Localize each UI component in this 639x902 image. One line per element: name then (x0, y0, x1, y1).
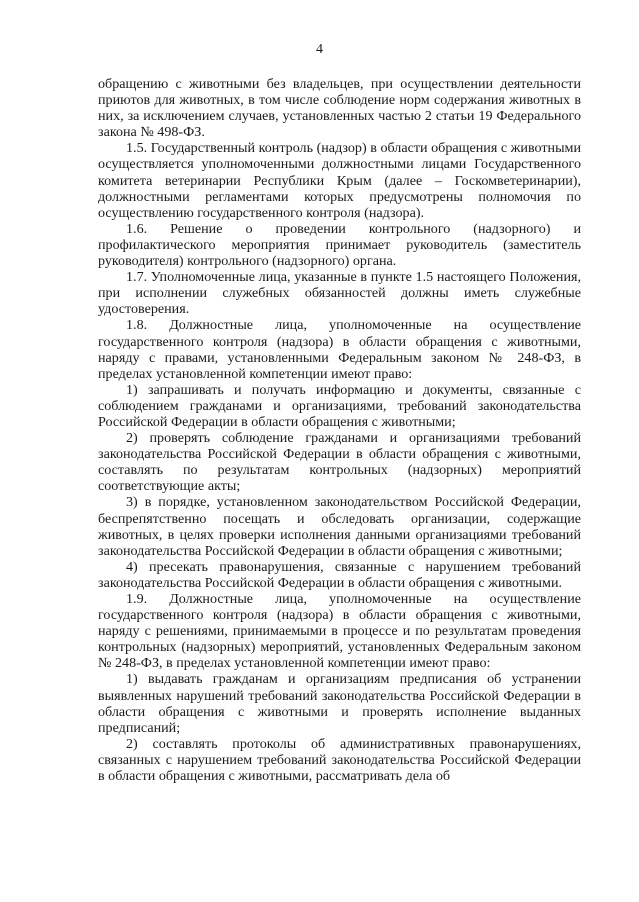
list-item-1-9-2: 2) составлять протоколы об административных правонарушениях, связанных с нарушением требований законодательства Российской Федерации в области обращения с животными, рассматривать дела об (98, 735, 581, 785)
paragraph-1-7: 1.7. Уполномоченные лица, указанные в пункте 1.5 настоящего Положения, при исполнении служебных обязанностей должны иметь служебные удостоверения. (98, 269, 581, 318)
paragraph-1-6: 1.6. Решение о проведении контрольного (надзорного) и профилактического мероприятия принимает руководитель (заместитель руководителя) контрольного (надзорного) органа. (98, 220, 581, 270)
list-item-1-8-4: 4) пресекать правонарушения, связанные с нарушением требований законодательства Российской Федерации в области обращения с животными. (98, 558, 581, 591)
paragraph-1-5: 1.5. Государственный контроль (надзор) в области обращения с животными осуществляется уполномоченными должностными лицами Государственного комитета ветеринарии Республики Крым (далее – Госкомветеринарии), должностными регламентами которых предусмотрены полномочия по осуществлению государственного контроля (надзора). (98, 140, 581, 221)
document-body (98, 76, 581, 784)
list-item-1-9-1: 1) выдавать гражданам и организациям предписания об устранении выявленных нарушений требований законодательства Российской Федерации в области обращения с животными и проверять исполнение выданных предписаний; (98, 671, 581, 736)
list-item-1-8-2: 2) проверять соблюдение гражданами и организациями требований законодательства Российской Федерации в области обращения с животными, составлять по результатам контрольных (надзорных) мероприятий соответствующие акты; (98, 430, 581, 495)
paragraph-1-8: 1.8. Должностные лица, уполномоченные на осуществление государственного контроля (надзора) в области обращения с животными, наряду с правами, установленными Федеральным законом № 248-ФЗ, в пределах установленной компетенции имеют право: (98, 317, 581, 382)
paragraph-continuation: обращению с животными без владельцев, при осуществлении деятельности приютов для животных, в том числе соблюдение норм содержания животных в них, за исключением случаев, установленных частью 2 статьи 19 Федерального закона № 498-ФЗ. (98, 76, 581, 141)
list-item-1-8-1: 1) запрашивать и получать информацию и документы, связанные с соблюдением гражданами и организациями, требований законодательства Российской Федерации в области обращения с животными; (98, 381, 581, 430)
paragraph-1-9: 1.9. Должностные лица, уполномоченные на осуществление государственного контроля (надзора) в области обращения с животными, наряду с решениями, принимаемыми в процессе и по результатам проведения контрольных (надзорных) мероприятий, установленных Федеральным законом № 248-ФЗ, в пределах установленной компетенции имеют право: (98, 591, 581, 672)
list-item-1-8-3: 3) в порядке, установленном законодательством Российской Федерации, беспрепятственно посещать и обследовать организации, содержащие животных, в целях проверки исполнения данными организациями требований законодательства Российской Федерации в области обращения с животными; (98, 494, 581, 559)
page-number: 4 (316, 42, 323, 57)
